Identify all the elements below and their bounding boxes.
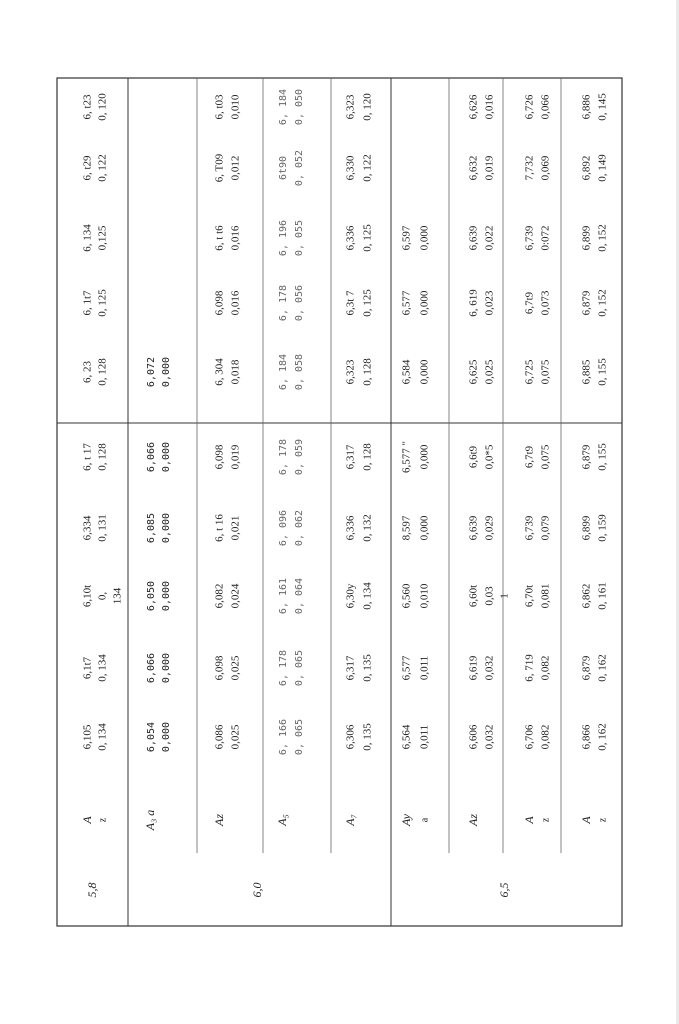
row-symbol: A₅ (274, 814, 289, 826)
column-group-label: 6,5 (496, 882, 511, 898)
cell-value-bottom: 0,016 (483, 94, 496, 120)
cell-value-top: 6,726 (523, 94, 536, 120)
cell-value-bottom: 0, 159 (596, 514, 609, 542)
cell-value-bottom: 0,000 (161, 652, 172, 684)
cell-value-top: 6,323 (344, 94, 357, 120)
cell-value-top: 6,054 (146, 721, 157, 753)
cell-value-bottom: 0,066 (539, 94, 552, 120)
cell-value-bottom: 0,012 (229, 155, 242, 181)
cell-value-bottom: 0,000 (161, 512, 172, 544)
cell-value-top: 6,879 (580, 444, 593, 470)
cell-value-bottom: 0, (96, 591, 109, 601)
cell-value-bottom: 0,069 (539, 155, 552, 181)
cell-value-top: 6,098 (213, 290, 226, 316)
row-symbol-sub: z (540, 817, 552, 823)
cell-value-top: 6,619 (467, 655, 480, 681)
cell-value-top: 6, t 17 (81, 443, 94, 471)
cell-value-bottom: 0,032 (483, 655, 496, 681)
cell-value-bottom: 0,011 (418, 655, 431, 681)
cell-value-top: 6,885 (580, 359, 593, 385)
cell-value-top: 6,066 (146, 652, 157, 684)
cell-value-bottom: 0,018 (229, 359, 242, 385)
cell-value-top: 6,577 (400, 290, 413, 316)
cell-value-bottom: 0:072 (539, 225, 552, 251)
cell-value-top: 6,306 (344, 724, 357, 750)
row-symbol: A (521, 816, 536, 824)
cell-value-top: 6,560 (400, 583, 413, 609)
cell-value-bottom: 0,000 (418, 515, 431, 541)
cell-value-bottom: 0, 059 (294, 438, 305, 476)
cell-value-bottom: 0,075 (539, 444, 552, 470)
cell-value-top: 6, 161 (278, 577, 289, 615)
cell-value-top: 6,899 (580, 515, 593, 541)
cell-value-top: 6,098 (213, 655, 226, 681)
cell-value-extra: 134 (111, 587, 124, 605)
cell-value-top: 8,597 (400, 515, 413, 541)
cell-value-bottom: 0, 120 (96, 93, 109, 121)
cell-value-bottom: 0,03 (483, 586, 496, 606)
cell-value-top: 6,886 (580, 94, 593, 120)
cell-value-top: 6,3t 7 (344, 290, 357, 316)
cell-value-top: 6,879 (580, 290, 593, 316)
row-symbol-sub: z (97, 817, 109, 823)
cell-value-top: 6,60t (467, 584, 480, 608)
cell-value-bottom: 0, 152 (596, 224, 609, 252)
cell-value-bottom: 0,024 (229, 583, 242, 609)
cell-value-top: 6,626 (467, 94, 480, 120)
cell-value-top: 6,577 (400, 655, 413, 681)
cell-value-bottom: 0, 125 (361, 289, 374, 317)
cell-value-bottom: 0,125 (96, 225, 109, 251)
cell-value-top: 6,334 (81, 515, 94, 541)
cell-value-top: 6,725 (523, 359, 536, 385)
cell-value-bottom: 0,029 (483, 515, 496, 541)
cell-value-bottom: 0, 145 (596, 93, 609, 121)
cell-value-bottom: 0, 055 (294, 219, 305, 257)
cell-value-bottom: 0,016 (229, 225, 242, 251)
cell-value-bottom: 0, 062 (294, 509, 305, 547)
cell-value-top: 6,7t9 (523, 291, 536, 315)
cell-value-top: 6,606 (467, 724, 480, 750)
column-group-label: 5,8 (84, 882, 99, 898)
cell-value-top: 6,899 (580, 225, 593, 251)
cell-value-bottom: 0,025 (483, 359, 496, 385)
cell-value-bottom: 0,032 (483, 724, 496, 750)
cell-value-bottom: 0, 162 (596, 723, 609, 751)
cell-value-bottom: 0, 152 (596, 289, 609, 317)
cell-value-bottom: 0, 132 (361, 514, 374, 542)
cell-value-bottom: 0,000 (418, 290, 431, 316)
cell-value-bottom: 0,021 (229, 515, 242, 541)
row-symbol: Az (211, 814, 226, 826)
cell-value-top: 6, 166 (278, 718, 289, 756)
cell-value-bottom: 0,011 (418, 724, 431, 750)
cell-value-bottom: 0,000 (418, 225, 431, 251)
cell-value-bottom: 0,025 (229, 655, 242, 681)
row-symbol-sub: z (597, 817, 609, 823)
cell-value-bottom: 0, 064 (294, 577, 305, 615)
cell-value-top: 6,866 (580, 724, 593, 750)
cell-value-top: 6,70t (523, 584, 536, 608)
cell-value-top: 6, 23 (81, 361, 94, 383)
table-border (57, 78, 622, 926)
cell-value-top: 6,892 (580, 155, 593, 181)
cell-value-bottom: 0, 058 (294, 353, 305, 391)
row-symbol: A (79, 816, 94, 824)
cell-value-top: 6,625 (467, 359, 480, 385)
cell-value-top: 6,739 (523, 225, 536, 251)
cell-value-top: 6,577 " (400, 441, 413, 473)
cell-value-bottom: 0, 122 (96, 154, 109, 182)
cell-value-bottom: 0, 155 (596, 358, 609, 386)
cell-value-top: 6, 1t7 (81, 290, 94, 316)
cell-value-bottom: 0, 125 (96, 289, 109, 317)
cell-value-top: 6,7t9 (523, 445, 536, 469)
cell-value-top: 6,30y (344, 583, 357, 609)
cell-value-top: 7,732 (523, 155, 536, 181)
row-symbol: A₇ (342, 814, 357, 826)
cell-value-bottom: 0,019 (229, 444, 242, 470)
cell-value-top: 6, t29 (81, 155, 94, 181)
cell-value-bottom: 0,073 (539, 290, 552, 316)
cell-value-bottom: 0,019 (483, 155, 496, 181)
cell-value-top: 6,639 (467, 225, 480, 251)
cell-value-bottom: 0,010 (418, 583, 431, 609)
cell-value-top: 6,336 (344, 225, 357, 251)
cell-value-bottom: 0,000 (418, 444, 431, 470)
cell-value-top: 6,584 (400, 359, 413, 385)
cell-value-bottom: 0,000 (161, 441, 172, 473)
cell-value-top: 6, 178 (278, 649, 289, 687)
cell-value-bottom: 0, 134 (361, 582, 374, 610)
cell-value-top: 6,330 (344, 155, 357, 181)
cell-value-top: 6,632 (467, 155, 480, 181)
cell-value-top: 6,098 (213, 444, 226, 470)
cell-value-bottom: 0,0*5 (483, 444, 496, 470)
cell-value-bottom: 0, 162 (596, 654, 609, 682)
cell-value-top: 6,085 (146, 512, 157, 544)
cell-value-top: 6,862 (580, 583, 593, 609)
cell-value-bottom: 0,000 (161, 580, 172, 612)
cell-value-bottom: 0, 120 (361, 93, 374, 121)
cell-value-top: 6,6t9 (467, 445, 480, 469)
cell-value-top: 6,564 (400, 724, 413, 750)
cell-value-top: 6t90 (278, 155, 289, 181)
cell-value-top: 6, t 16 (213, 514, 226, 542)
row-symbol: A₃ a (142, 809, 157, 831)
cell-value-bottom: 0,075 (539, 359, 552, 385)
cell-value-bottom: 0,016 (229, 290, 242, 316)
cell-value-bottom: 0,082 (539, 655, 552, 681)
cell-value-top: 6,323 (344, 359, 357, 385)
cell-value-bottom: 0, 134 (96, 723, 109, 751)
cell-value-top: 6,072 (146, 356, 157, 388)
cell-value-bottom: 0, 122 (361, 154, 374, 182)
cell-value-top: 6,706 (523, 724, 536, 750)
row-symbol: Az (465, 814, 480, 826)
cell-value-bottom: 0, 065 (294, 718, 305, 756)
cell-value-top: 6, 096 (278, 509, 289, 547)
cell-value-top: 6, t t6 (213, 225, 226, 251)
cell-value-bottom: 0, 128 (361, 358, 374, 386)
cell-value-top: 6,639 (467, 515, 480, 541)
cell-value-bottom: 0, 161 (596, 582, 609, 610)
cell-value-top: 6, 619 (467, 289, 480, 317)
column-group-label: 6,0 (249, 882, 264, 898)
cell-value-top: 6, t03 (213, 94, 226, 120)
cell-value-top: 6,879 (580, 655, 593, 681)
cell-value-bottom: 0,079 (539, 515, 552, 541)
cell-value-bottom: 0, 050 (294, 88, 305, 126)
cell-value-top: 6, t23 (81, 94, 94, 120)
cell-value-bottom: 0, 125 (361, 224, 374, 252)
cell-value-bottom: 0,023 (483, 290, 496, 316)
cell-value-top: 6,066 (146, 441, 157, 473)
cell-value-bottom: 0,010 (229, 94, 242, 120)
cell-value-bottom: 0, 135 (361, 723, 374, 751)
cell-value-top: 6,336 (344, 515, 357, 541)
cell-value-bottom: 0, 128 (96, 358, 109, 386)
cell-value-top: 6,082 (213, 583, 226, 609)
cell-value-bottom: 0, 149 (596, 154, 609, 182)
cell-value-top: 6, 184 (278, 88, 289, 126)
cell-value-top: 6, 134 (81, 224, 94, 252)
cell-value-top: 6,086 (213, 724, 226, 750)
cell-value-top: 6,1t7 (81, 656, 94, 680)
cell-value-bottom: 0, 128 (361, 443, 374, 471)
cell-value-extra: 1 (498, 593, 511, 599)
row-symbol-sub: a (419, 817, 431, 823)
cell-value-bottom: 0, 128 (96, 443, 109, 471)
cell-value-top: 6,739 (523, 515, 536, 541)
cell-value-top: 6, 178 (278, 438, 289, 476)
cell-value-bottom: 0, 065 (294, 649, 305, 687)
cell-value-top: 6, 184 (278, 353, 289, 391)
cell-value-top: 6, T09 (213, 153, 226, 183)
cell-value-bottom: 0, 056 (294, 284, 305, 322)
cell-value-top: 6,597 (400, 225, 413, 251)
cell-value-top: 6, 196 (278, 219, 289, 257)
cell-value-top: 6, 304 (213, 358, 226, 386)
cell-value-bottom: 0,000 (418, 359, 431, 385)
cell-value-bottom: 0, 155 (596, 443, 609, 471)
cell-value-bottom: 0,081 (539, 583, 552, 609)
cell-value-top: 6,317 (344, 655, 357, 681)
cell-value-bottom: 0,022 (483, 225, 496, 251)
cell-value-bottom: 0, 052 (294, 149, 305, 187)
row-symbol: A (578, 816, 593, 824)
cell-value-top: 6, 719 (523, 654, 536, 682)
cell-value-top: 6,10t (81, 584, 94, 608)
cell-value-bottom: 0, 134 (96, 654, 109, 682)
cell-value-bottom: 0,000 (161, 356, 172, 388)
cell-value-top: 6,105 (81, 724, 94, 750)
cell-value-bottom: 0,000 (161, 721, 172, 753)
cell-value-bottom: 0,082 (539, 724, 552, 750)
cell-value-top: 6,050 (146, 580, 157, 612)
cell-value-top: 6, 178 (278, 284, 289, 322)
cell-value-bottom: 0,025 (229, 724, 242, 750)
row-symbol: Ay (398, 814, 413, 826)
cell-value-bottom: 0, 135 (361, 654, 374, 682)
cell-value-top: 6,317 (344, 444, 357, 470)
cell-value-bottom: 0, 131 (96, 514, 109, 542)
